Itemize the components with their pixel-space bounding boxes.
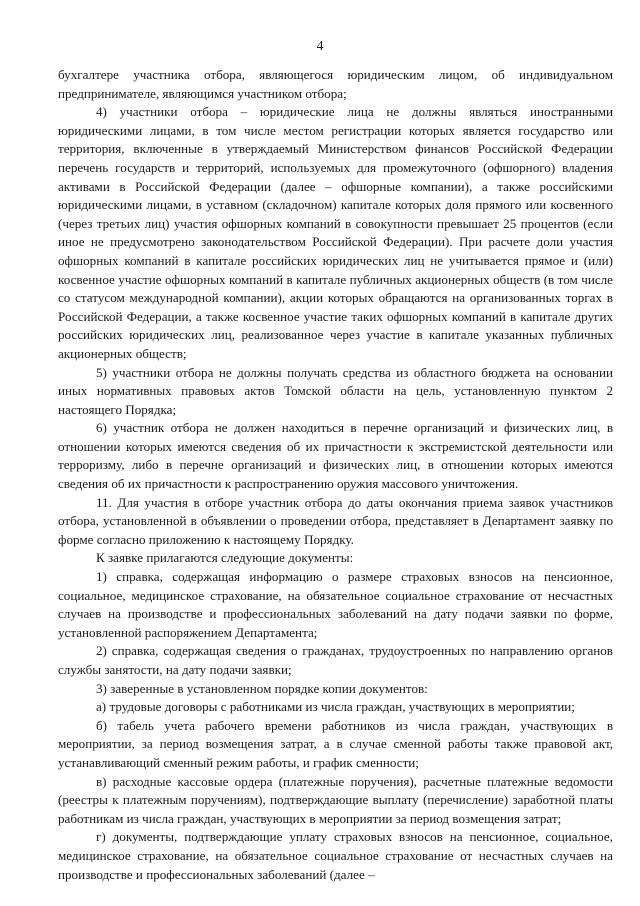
paragraph: 1) справка, содержащая информацию о размере страховых взносов на пенсионное, социальное, медицинское страхование, на обязательное социальное страхование от несчастных случаев на производстве и профессиональных заболеваний на дату подачи заявки по форме, установленной распоряжением Департамента; [58,569,613,640]
paragraph: 3) заверенные в установленном порядке копии документов: [96,680,428,696]
document-body [58,66,613,884]
paragraph: 2) справка, содержащая сведения о гражданах, трудоустроенных по направлению органов службы занятости, на дату подачи заявки; [58,643,613,677]
paragraph: в) расходные кассовые ордера (платежные поручения), расчетные платежные ведомости (реестры к платежным поручениям), подтверждающие выплату (перечисление) заработной платы работникам из числа граждан, участвующих в мероприятии за период возмещения затрат; [58,773,613,826]
paragraph: 6) участник отбора не должен находиться в перечне организаций и физических лиц, в отношении которых имеются сведения об их причастности к экстремистской деятельности или терроризму, либо в перечне организаций и физических лиц, в отношении которых имеются сведения об их причастности к распространению оружия массового уничтожения. [58,420,613,492]
paragraph: а) трудовые договоры с работниками из числа граждан, участвующих в мероприятии; [96,699,575,715]
paragraph: 4) участники отбора – юридические лица не должны являться иностранными юридическими лицами, в том числе местом регистрации которых является государство или территория, включенные в утверждаемый Министерством финансов Российской Федерации перечень государств и территорий, используемых для промежуточного (офшорного) владения активами в Российской Федерации (далее – офшорные компании), а также российскими юридическими лицами, в уставном (складочном) капитале которых доля прямого или косвенного (через третьих лиц) участия офшорных компаний в совокупности превышает 25 процентов (если иное не предусмотрено законодательством Российской Федерации). При расчете доли участия офшорных компаний в капитале российских юридических лиц не учитывается прямое и (или) косвенное участие офшорных компаний в капитале публичных акционерных обществ (в том числе со статусом международной компании), акции которых обращаются на организованных торгах в Российской Федерации, а также косвенное участие таких офшорных компаний в капитале других российских юридических лиц, реализованное через участие в капитале указанных публичных акционерных обществ; [58,104,613,361]
paragraph: 11. Для участия в отборе участник отбора до даты окончания приема заявок участников отбора, установленной в объявлении о проведении отбора, представляет в Департамент заявку по форме согласно приложению к настоящему Порядку. [58,494,613,547]
paragraph: бухгалтере участника отбора, являющегося юридическим лицом, об индивидуальном предпринимателе, являющимся участником отбора; [58,67,613,101]
page-number: 4 [316,38,324,53]
paragraph: 5) участники отбора не должны получать средства из областного бюджета на основании иных нормативных правовых актов Томской области на цель, установленную пунктом 2 настоящего Порядка; [58,364,613,417]
paragraph: б) табель учета рабочего времени работников из числа граждан, участвующих в мероприятии, за период возмещения затрат, а в случае сменной работы также правовой акт, устанавливающий сменный режим работы, и график сменности; [58,717,613,770]
paragraph: г) документы, подтверждающие уплату страховых взносов на пенсионное, социальное, медицинское страхование, на обязательное социальное страхование от несчастных случаев на производстве и профессиональных заболеваний (далее – [58,829,613,882]
paragraph: К заявке прилагаются следующие документы: [96,550,354,566]
